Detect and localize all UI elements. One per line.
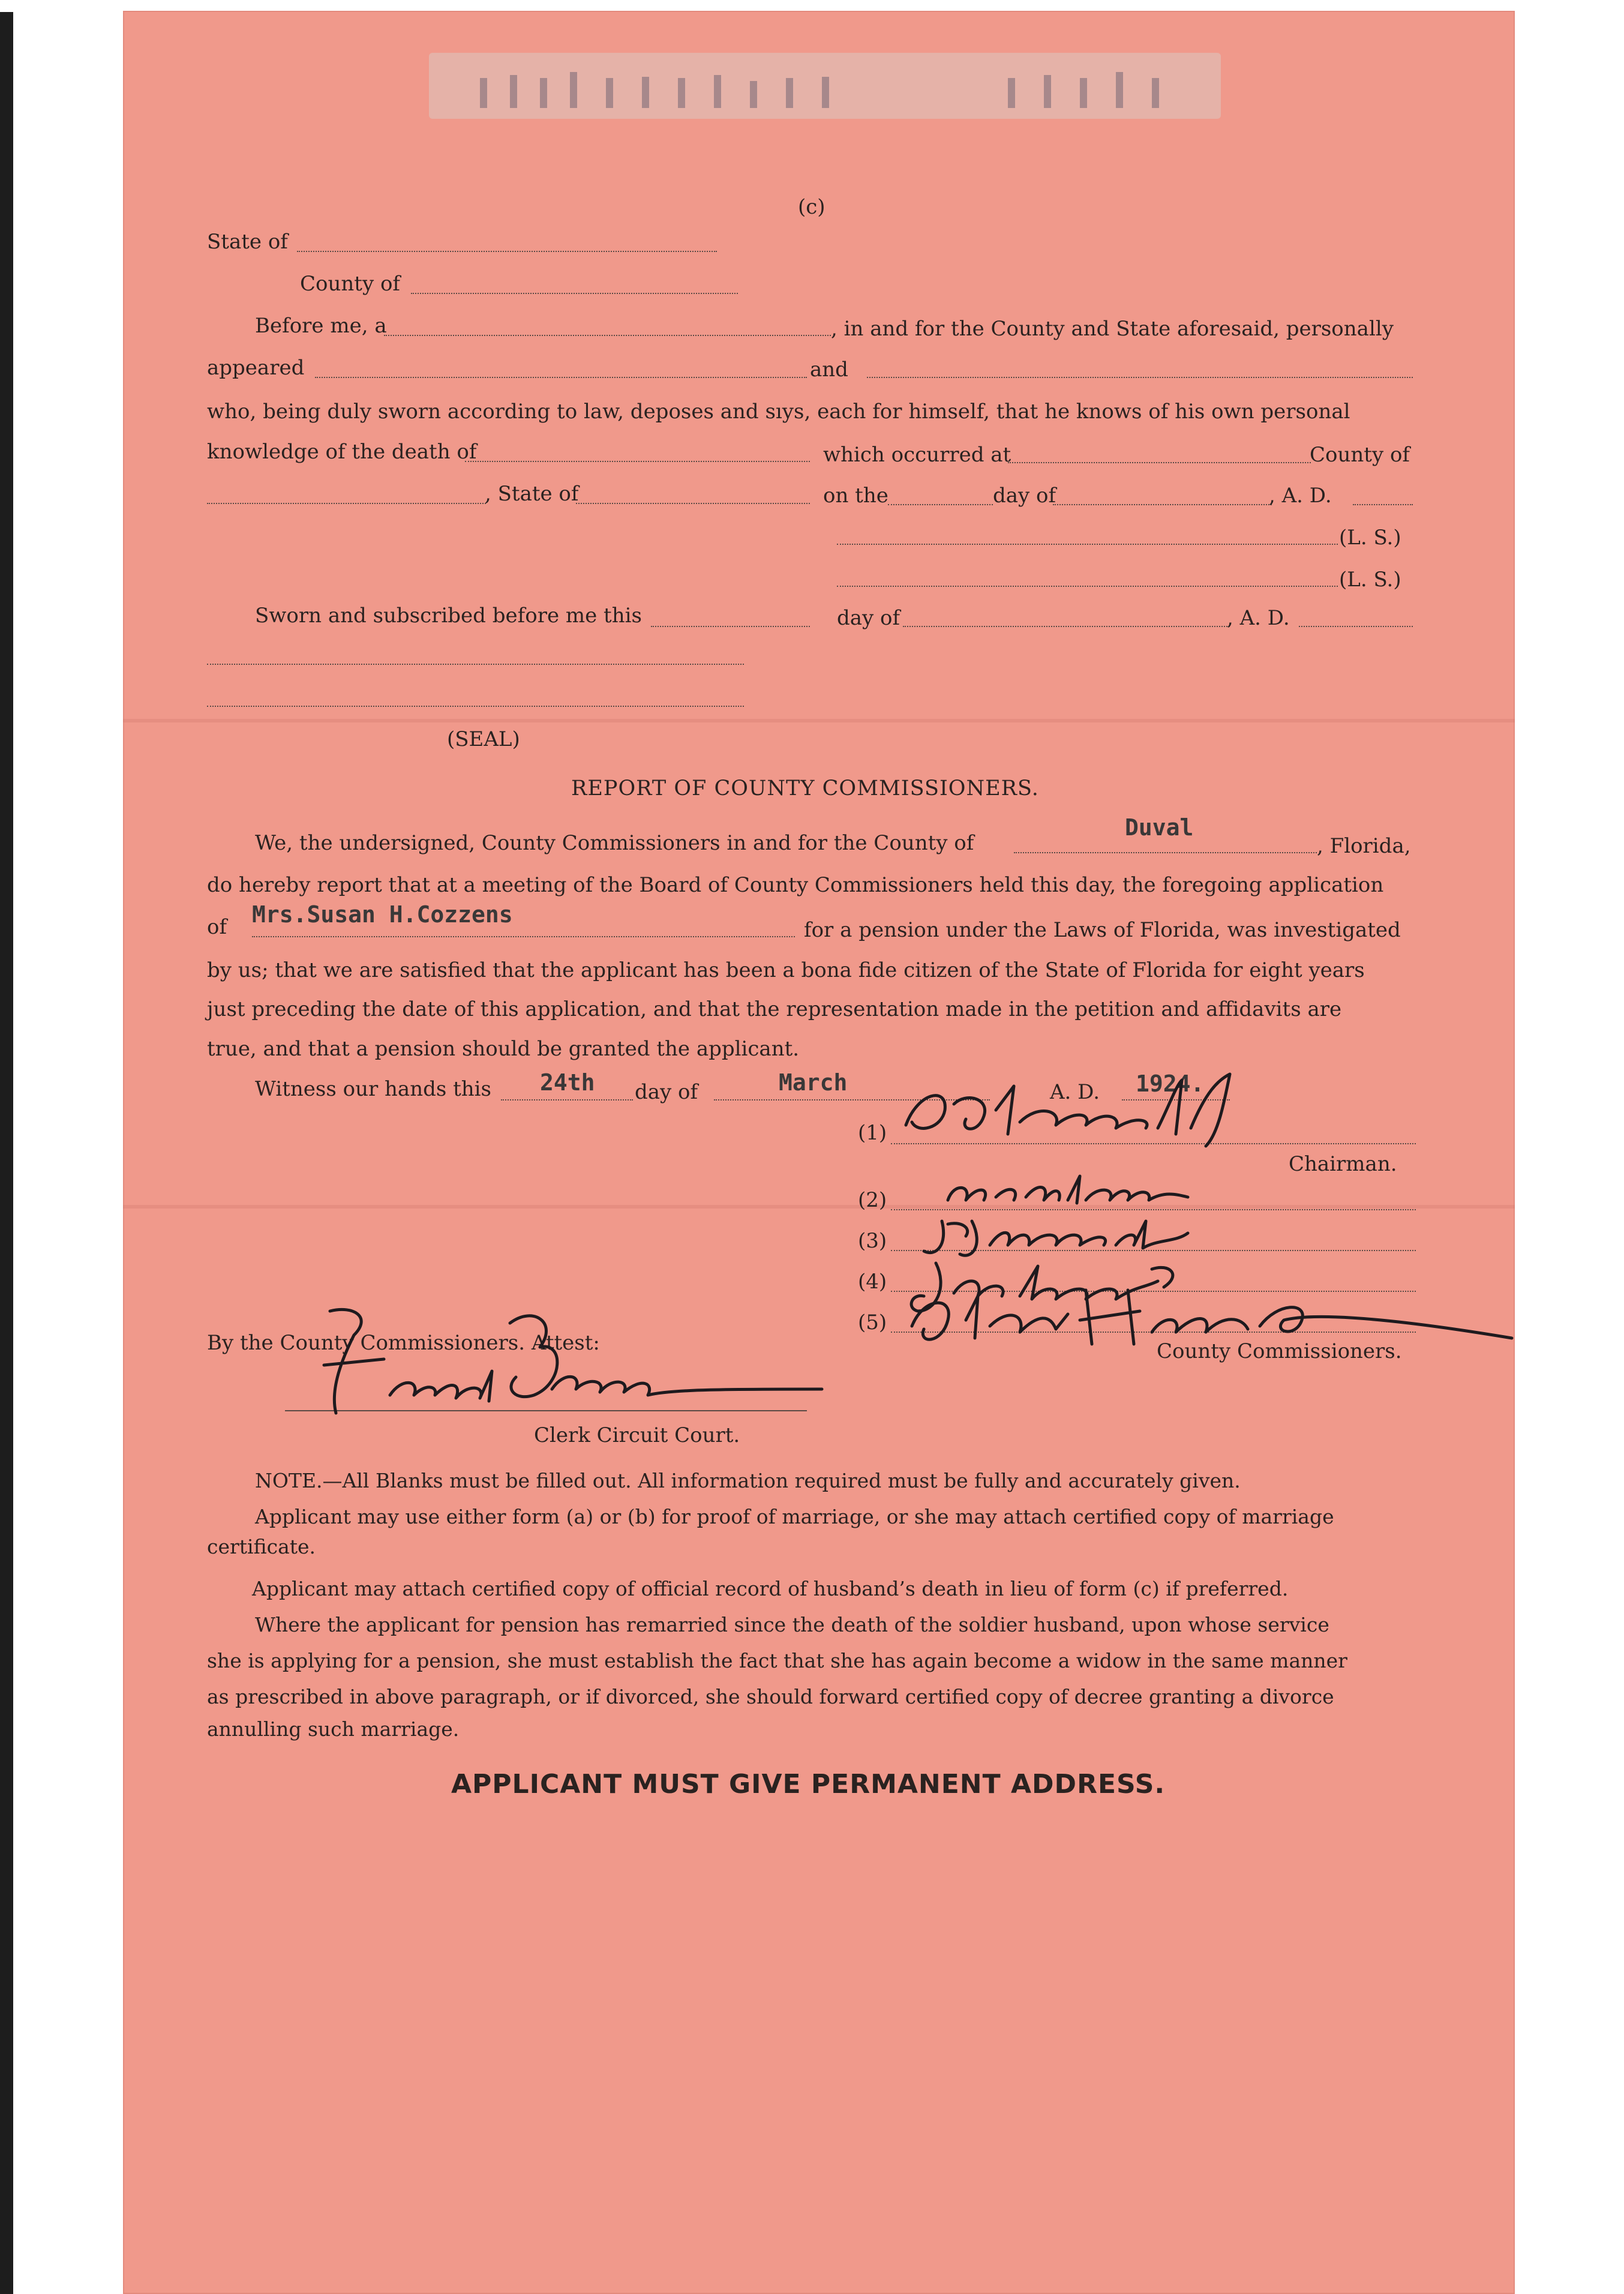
county-value: Duval [1125, 814, 1194, 841]
note-4d: annulling such marriage. [207, 1717, 460, 1741]
state-of-label: State of [207, 230, 288, 254]
notary-title-line[interactable] [207, 706, 744, 707]
sworn-year-field[interactable] [1299, 626, 1413, 627]
chairman-label: Chairman. [1289, 1152, 1397, 1176]
death-month-field[interactable] [1053, 504, 1272, 505]
occurred-at-label: which occurred at [823, 443, 1011, 467]
county-commissioners-label: County Commissioners. [1157, 1339, 1402, 1363]
and-label: and [810, 358, 848, 382]
affiant-1-signature-line[interactable] [837, 544, 1338, 545]
witness-2-field[interactable] [867, 377, 1413, 378]
commissioner-3-number: (3) [858, 1229, 887, 1253]
witness-day-value: 24th [540, 1069, 595, 1096]
note-4: Where the applicant for pension has remarried since the death of the soldier husband, upon whose service [255, 1613, 1329, 1636]
witness-day-field[interactable] [501, 1099, 633, 1100]
report-line-2: do hereby report that at a meeting of the Board of County Commissioners held this day, the foregoing application [207, 873, 1384, 897]
form-label-c: (c) [798, 195, 825, 219]
report-heading: REPORT OF COUNTY COMMISSIONERS. [571, 776, 1039, 800]
report-line-3: for a pension under the Laws of Florida, was investigated [804, 918, 1401, 942]
death-year-field[interactable] [1353, 504, 1413, 505]
deceased-name-field[interactable] [465, 461, 810, 462]
ls-2: (L. S.) [1339, 568, 1401, 592]
note-4c: as prescribed in above paragraph, or if divorced, she should forward certified copy of decree granting a divorce [207, 1685, 1334, 1708]
signature-commissioner-5 [888, 1278, 1518, 1356]
county-of-label: County of [300, 272, 401, 296]
applicant-value: Mrs.Susan H.Cozzens [252, 901, 513, 928]
fold-line [123, 719, 1515, 722]
note-4b: she is applying for a pension, she must establish the fact that she has again become a widow in the same manner [207, 1649, 1347, 1672]
fold-line [123, 1205, 1515, 1209]
place-of-death-field[interactable] [1008, 462, 1311, 463]
commissioner-2-number: (2) [858, 1188, 887, 1212]
state-of-field[interactable] [297, 251, 717, 252]
sworn-month-field[interactable] [903, 626, 1230, 627]
scan-border [0, 0, 13, 2294]
by-the-commissioners-label: By the County Commissioners. Attest: [207, 1331, 600, 1355]
county-field[interactable] [1014, 852, 1317, 853]
sworn-subscribed-label: Sworn and subscribed before me this [255, 604, 642, 628]
commissioner-1-number: (1) [858, 1121, 887, 1145]
report-line-5: just preceding the date of this application, and that the representation made in the petition and affidavits are [207, 997, 1342, 1021]
witness-ad-label: A. D. [1050, 1080, 1100, 1104]
sworn-text: who, being duly sworn according to law, deposes and sıys, each for himself, that he knows of his own personal [207, 400, 1350, 424]
clerk-label: Clerk Circuit Court. [534, 1423, 740, 1447]
in-and-for-text: , in and for the County and State aforesaid, personally [831, 317, 1394, 341]
county-name-field[interactable] [207, 503, 486, 504]
witness-1-field[interactable] [315, 377, 807, 378]
ad-label: , A. D. [1269, 484, 1332, 508]
witness-day-of-label: day of [635, 1080, 698, 1104]
report-line-4: by us; that we are satisfied that the applicant has been a bona fide citizen of the State of Florida for eight years [207, 958, 1365, 982]
permanent-address-notice: APPLICANT MUST GIVE PERMANENT ADDRESS. [451, 1769, 1166, 1800]
appeared-label: appeared [207, 356, 305, 380]
state-of-2-label: , State of [485, 482, 579, 506]
note-2: Applicant may use either form (a) or (b) for proof of marriage, or she may attach certified copy of marriage [255, 1505, 1334, 1528]
witness-year-value: 1924. [1136, 1070, 1205, 1097]
bleed-through-text [468, 60, 1218, 120]
note-1: NOTE.—All Blanks must be filled out. All information required must be fully and accurately given. [255, 1469, 1241, 1492]
witness-month-value: March [779, 1069, 848, 1096]
on-the-label: on the [823, 484, 888, 508]
note-3: Applicant may attach certified copy of official record of husband’s death in lieu of form (c) if preferred. [252, 1577, 1289, 1600]
report-line-1: We, the undersigned, County Commissioners in and for the County of [255, 831, 974, 855]
of-label: of [207, 915, 227, 939]
signature-clerk [282, 1299, 834, 1431]
state-name-field[interactable] [576, 503, 810, 504]
applicant-field[interactable] [252, 936, 795, 937]
ls-1: (L. S.) [1339, 526, 1401, 550]
before-me-label: Before me, a [255, 314, 387, 338]
witness-label: Witness our hands this [255, 1077, 492, 1101]
notary-signature-line[interactable] [207, 664, 744, 665]
knowledge-label: knowledge of the death of [207, 440, 477, 464]
signature-commissioner-2 [936, 1167, 1236, 1215]
commissioner-4-number: (4) [858, 1270, 887, 1294]
scan-top [0, 0, 1624, 12]
sworn-day-field[interactable] [651, 626, 810, 627]
day-of-label: day of [993, 484, 1056, 508]
note-2b: certificate. [207, 1535, 316, 1558]
death-day-field[interactable] [888, 504, 993, 505]
affiant-2-signature-line[interactable] [837, 586, 1338, 587]
signature-chairman [894, 1068, 1266, 1158]
county-of-field[interactable] [411, 293, 738, 294]
seal-label: (SEAL) [447, 727, 520, 751]
report-line-6: true, and that a pension should be granted the applicant. [207, 1037, 800, 1061]
officer-title-field[interactable] [384, 335, 831, 336]
sworn-ad-label: , A. D. [1227, 606, 1290, 630]
sworn-day-of-label: day of [837, 606, 900, 630]
florida-label: , Florida, [1317, 834, 1411, 858]
county-of-end-label: County of [1310, 443, 1410, 467]
commissioner-5-number: (5) [858, 1311, 887, 1335]
